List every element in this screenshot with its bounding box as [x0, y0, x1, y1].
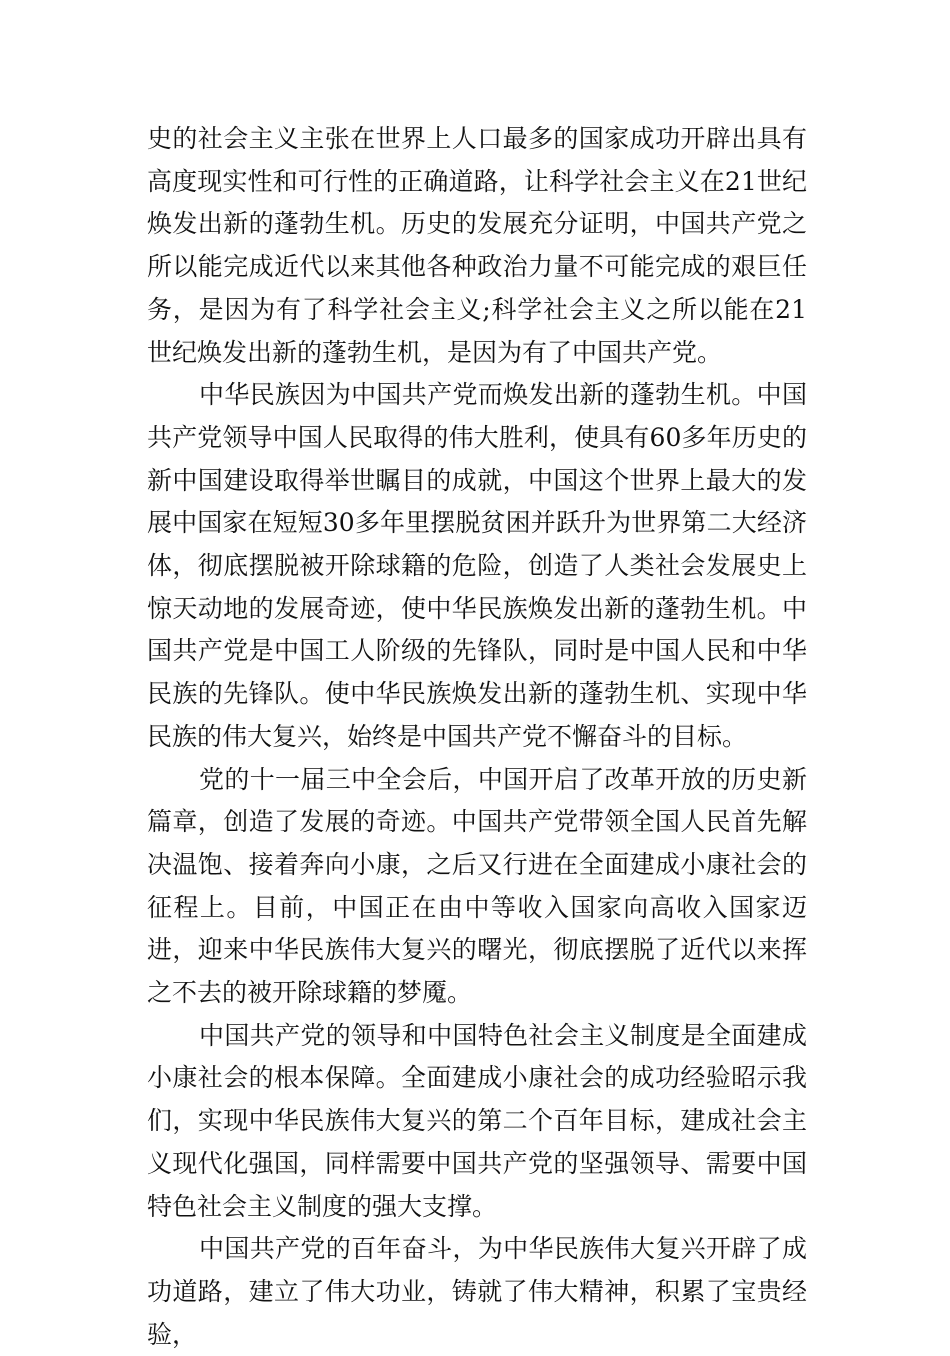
paragraph: 中华民族因为中国共产党而焕发出新的蓬勃生机。中国共产党领导中国人民取得的伟大胜利，使具有60多年历史的新中国建设取得举世瞩目的成就，中国这个世界上最大的发展中国家在短短30多年里摆脱贫困并跃升为世界第二大经济体，彻底摆脱被开除球籍的危险，创造了人类社会发展史上惊天动地的发展奇迹，使中华民族焕发出新的蓬勃生机。中国共产党是中国工人阶级的先锋队，同时是中国人民和中华民族的先锋队。使中华民族焕发出新的蓬勃生机、实现中华民族的伟大复兴，始终是中国共产党不懈奋斗的目标。: [147, 380, 807, 751]
paragraph: 党的十一届三中全会后，中国开启了改革开放的历史新篇章，创造了发展的奇迹。中国共产党带领全国人民首先解决温饱、接着奔向小康，之后又行进在全面建成小康社会的征程上。目前，中国正在由中等收入国家向高收入国家迈进，迎来中华民族伟大复兴的曙光，彻底摆脱了近代以来挥之不去的被开除球籍的梦魇。: [147, 764, 807, 1008]
paragraph: 中国共产党的百年奋斗，为中华民族伟大复兴开辟了成功道路，建立了伟大功业，铸就了伟大精神，积累了宝贵经验，: [147, 1234, 807, 1349]
document-body: [147, 118, 807, 1356]
paragraph: 中国共产党的领导和中国特色社会主义制度是全面建成小康社会的根本保障。全面建成小康社会的成功经验昭示我们，实现中华民族伟大复兴的第二个百年目标，建成社会主义现代化强国，同样需要中国共产党的坚强领导、需要中国特色社会主义制度的强大支撑。: [147, 1020, 807, 1221]
paragraph-continued: 史的社会主义主张在世界上人口最多的国家成功开辟出具有高度现实性和可行性的正确道路，让科学社会主义在21世纪焕发出新的蓬勃生机。历史的发展充分证明，中国共产党之所以能完成近代以来其他各种政治力量不可能完成的艰巨任务，是因为有了科学社会主义;科学社会主义之所以能在21世纪焕发出新的蓬勃生机，是因为有了中国共产党。: [147, 124, 807, 367]
